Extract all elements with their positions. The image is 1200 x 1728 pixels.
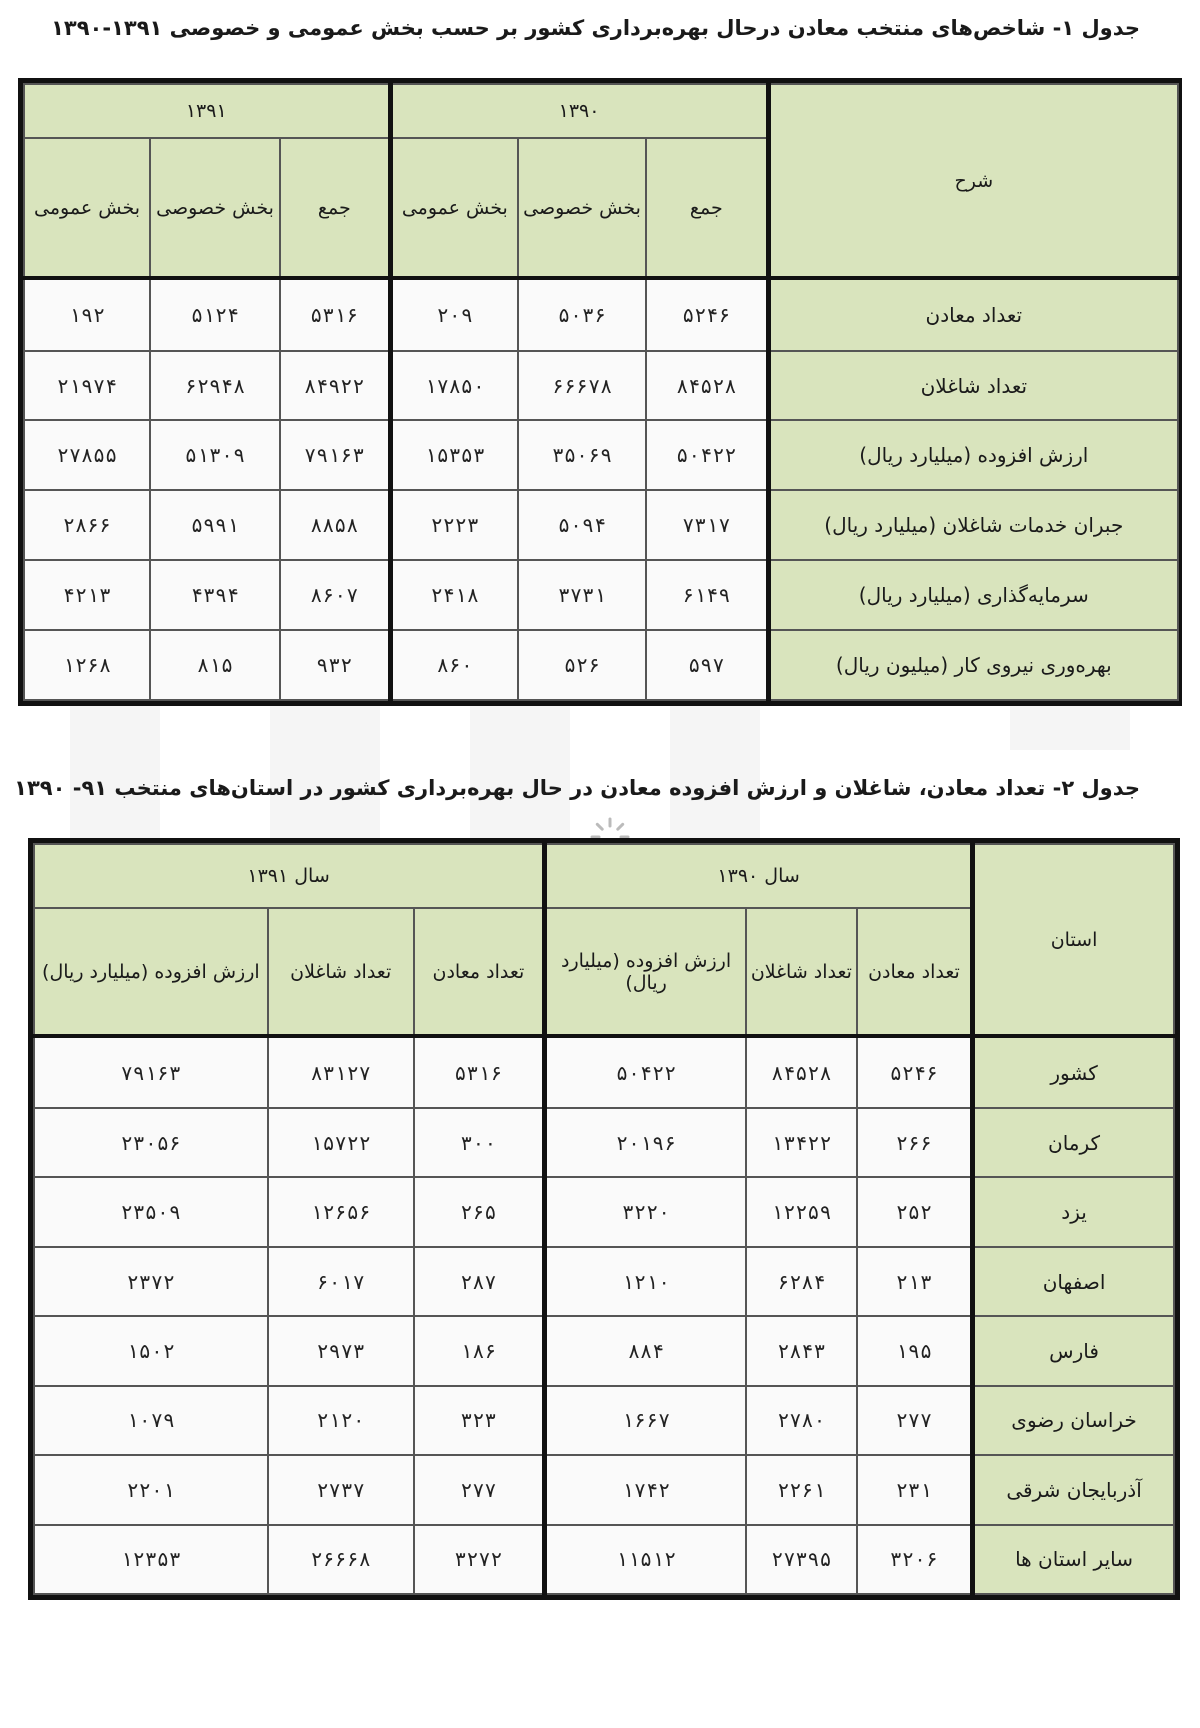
cell-value-1391: ۱۰۷۹	[34, 1386, 268, 1455]
cell-total-1391: ۵۳۱۶	[280, 278, 390, 351]
cell-workers-1390: ۲۸۴۳	[746, 1316, 857, 1385]
cell-private-1391: ۸۱۵	[150, 630, 280, 700]
province-label: خراسان رضوی	[973, 1386, 1174, 1455]
row-label: جبران خدمات شاغلان (میلیارد ریال)	[768, 490, 1178, 560]
cell-workers-1391: ۲۶۶۶۸	[268, 1525, 414, 1594]
cell-private-1390: ۶۶۶۷۸	[518, 351, 646, 421]
cell-value-1390: ۱۶۶۷	[545, 1386, 746, 1455]
table-row	[34, 1036, 1174, 1108]
row-label: تعداد معادن	[768, 278, 1178, 351]
cell-mines-1391: ۲۸۷	[414, 1247, 545, 1316]
cell-mines-1391: ۲۷۷	[414, 1455, 545, 1524]
cell-workers-1391: ۶۰۱۷	[268, 1247, 414, 1316]
cell-workers-1390: ۱۳۴۲۲	[746, 1108, 857, 1177]
table2	[28, 838, 1180, 1600]
cell-private-1391: ۶۲۹۴۸	[150, 351, 280, 421]
cell-public-1391: ۲۱۹۷۴	[24, 351, 150, 421]
cell-total-1390: ۵۲۴۶	[646, 278, 768, 351]
cell-mines-1391: ۱۸۶	[414, 1316, 545, 1385]
cell-mines-1391: ۵۳۱۶	[414, 1036, 545, 1108]
table2-sub-workers: تعداد شاغلان	[746, 908, 857, 1036]
cell-public-1390: ۲۴۱۸	[390, 560, 518, 630]
cell-workers-1391: ۸۳۱۲۷	[268, 1036, 414, 1108]
cell-value-1390: ۵۰۴۲۲	[545, 1036, 746, 1108]
cell-private-1391: ۵۹۹۱	[150, 490, 280, 560]
province-label: آذربایجان شرقی	[973, 1455, 1174, 1524]
cell-total-1390: ۷۳۱۷	[646, 490, 768, 560]
table-row	[34, 1108, 1174, 1177]
cell-total-1391: ۸۴۹۲۲	[280, 351, 390, 421]
table-row	[34, 1247, 1174, 1316]
table2-sub-value: ارزش افزوده (میلیارد ریال)	[34, 908, 268, 1036]
cell-mines-1390: ۲۵۲	[857, 1177, 973, 1246]
table-row	[34, 1316, 1174, 1385]
table2-title: جدول ۲- تعداد معادن، شاغلان و ارزش افزوده معادن در حال بهره‌برداری کشور در استان‌های منتخب ۹۱- ۱۳۹۰	[14, 776, 1140, 800]
cell-workers-1391: ۱۵۷۲۲	[268, 1108, 414, 1177]
cell-value-1390: ۱۲۱۰	[545, 1247, 746, 1316]
cell-public-1390: ۱۵۳۵۳	[390, 420, 518, 490]
cell-mines-1390: ۳۲۰۶	[857, 1525, 973, 1594]
cell-mines-1390: ۲۱۳	[857, 1247, 973, 1316]
cell-workers-1390: ۲۲۶۱	[746, 1455, 857, 1524]
cell-private-1390: ۵۰۹۴	[518, 490, 646, 560]
cell-value-1391: ۲۳۷۲	[34, 1247, 268, 1316]
province-label: اصفهان	[973, 1247, 1174, 1316]
cell-value-1391: ۲۲۰۱	[34, 1455, 268, 1524]
cell-workers-1391: ۲۷۳۷	[268, 1455, 414, 1524]
cell-total-1390: ۶۱۴۹	[646, 560, 768, 630]
table1-sub-total: جمع	[280, 138, 390, 278]
cell-total-1390: ۸۴۵۲۸	[646, 351, 768, 421]
table-row	[24, 630, 1178, 700]
province-label: کشور	[973, 1036, 1174, 1108]
row-label: تعداد شاغلان	[768, 351, 1178, 421]
table1-year-1391: ۱۳۹۱	[24, 84, 390, 138]
cell-mines-1390: ۲۳۱	[857, 1455, 973, 1524]
table1-sub-private: بخش خصوصی	[150, 138, 280, 278]
table2-sub-mines: تعداد معادن	[414, 908, 545, 1036]
cell-workers-1390: ۲۷۳۹۵	[746, 1525, 857, 1594]
cell-value-1391: ۱۵۰۲	[34, 1316, 268, 1385]
province-label: سایر استان ها	[973, 1525, 1174, 1594]
cell-workers-1390: ۱۲۲۵۹	[746, 1177, 857, 1246]
row-label: ارزش افزوده (میلیارد ریال)	[768, 420, 1178, 490]
cell-mines-1390: ۲۷۷	[857, 1386, 973, 1455]
cell-mines-1390: ۵۲۴۶	[857, 1036, 973, 1108]
table-row	[24, 490, 1178, 560]
cell-mines-1390: ۲۶۶	[857, 1108, 973, 1177]
cell-value-1390: ۳۲۲۰	[545, 1177, 746, 1246]
table-row	[24, 560, 1178, 630]
cell-mines-1391: ۳۲۷۲	[414, 1525, 545, 1594]
cell-value-1391: ۲۳۰۵۶	[34, 1108, 268, 1177]
cell-workers-1390: ۲۷۸۰	[746, 1386, 857, 1455]
province-label: یزد	[973, 1177, 1174, 1246]
cell-mines-1391: ۳۰۰	[414, 1108, 545, 1177]
cell-public-1391: ۱۲۶۸	[24, 630, 150, 700]
table-row	[24, 278, 1178, 351]
row-label: بهره‌وری نیروی کار (میلیون ریال)	[768, 630, 1178, 700]
cell-mines-1391: ۲۶۵	[414, 1177, 545, 1246]
cell-value-1391: ۲۳۵۰۹	[34, 1177, 268, 1246]
cell-private-1391: ۵۱۲۴	[150, 278, 280, 351]
cell-value-1391: ۱۲۳۵۳	[34, 1525, 268, 1594]
table1-sub-public: بخش عمومی	[24, 138, 150, 278]
table-row	[34, 1386, 1174, 1455]
cell-private-1391: ۵۱۳۰۹	[150, 420, 280, 490]
row-label: سرمایه‌گذاری (میلیارد ریال)	[768, 560, 1178, 630]
table1-title: جدول ۱- شاخص‌های منتخب معادن درحال بهره‌برداری کشور بر حسب بخش عمومی و خصوصی ۱۳۹۱-۱۳۹۰	[51, 16, 1140, 40]
cell-public-1390: ۸۶۰	[390, 630, 518, 700]
cell-public-1390: ۲۰۹	[390, 278, 518, 351]
cell-public-1390: ۲۲۲۳	[390, 490, 518, 560]
cell-public-1391: ۱۹۲	[24, 278, 150, 351]
table1-year-1390: ۱۳۹۰	[390, 84, 768, 138]
table-row	[34, 1525, 1174, 1594]
table2-year-1390: سال ۱۳۹۰	[545, 844, 973, 908]
table1-sub-private: بخش خصوصی	[518, 138, 646, 278]
cell-total-1390: ۵۹۷	[646, 630, 768, 700]
table1-sub-total: جمع	[646, 138, 768, 278]
cell-total-1391: ۷۹۱۶۳	[280, 420, 390, 490]
cell-workers-1391: ۲۱۲۰	[268, 1386, 414, 1455]
cell-workers-1391: ۱۲۶۵۶	[268, 1177, 414, 1246]
cell-value-1390: ۲۰۱۹۶	[545, 1108, 746, 1177]
cell-value-1391: ۷۹۱۶۳	[34, 1036, 268, 1108]
table1-desc-header: شرح	[768, 84, 1178, 278]
cell-private-1391: ۴۳۹۴	[150, 560, 280, 630]
cell-value-1390: ۱۱۵۱۲	[545, 1525, 746, 1594]
table-row	[34, 1177, 1174, 1246]
table-row	[24, 351, 1178, 421]
cell-private-1390: ۳۵۰۶۹	[518, 420, 646, 490]
cell-total-1390: ۵۰۴۲۲	[646, 420, 768, 490]
cell-private-1390: ۳۷۳۱	[518, 560, 646, 630]
cell-workers-1390: ۶۲۸۴	[746, 1247, 857, 1316]
cell-value-1390: ۸۸۴	[545, 1316, 746, 1385]
table2-sub-value: ارزش افزوده (میلیارد ریال)	[545, 908, 746, 1036]
cell-mines-1391: ۳۲۳	[414, 1386, 545, 1455]
cell-mines-1390: ۱۹۵	[857, 1316, 973, 1385]
table1-sub-public: بخش عمومی	[390, 138, 518, 278]
cell-total-1391: ۸۸۵۸	[280, 490, 390, 560]
cell-workers-1391: ۲۹۷۳	[268, 1316, 414, 1385]
province-label: کرمان	[973, 1108, 1174, 1177]
table1	[18, 78, 1182, 706]
table-row	[34, 1455, 1174, 1524]
table2-year-1391: سال ۱۳۹۱	[34, 844, 545, 908]
cell-workers-1390: ۸۴۵۲۸	[746, 1036, 857, 1108]
cell-total-1391: ۹۳۲	[280, 630, 390, 700]
cell-value-1390: ۱۷۴۲	[545, 1455, 746, 1524]
cell-public-1391: ۴۲۱۳	[24, 560, 150, 630]
cell-public-1391: ۲۷۸۵۵	[24, 420, 150, 490]
province-label: فارس	[973, 1316, 1174, 1385]
table2-province-header: استان	[973, 844, 1174, 1036]
cell-private-1390: ۵۲۶	[518, 630, 646, 700]
table2-sub-workers: تعداد شاغلان	[268, 908, 414, 1036]
cell-private-1390: ۵۰۳۶	[518, 278, 646, 351]
cell-total-1391: ۸۶۰۷	[280, 560, 390, 630]
cell-public-1390: ۱۷۸۵۰	[390, 351, 518, 421]
table2-sub-mines: تعداد معادن	[857, 908, 973, 1036]
cell-public-1391: ۲۸۶۶	[24, 490, 150, 560]
table-row	[24, 420, 1178, 490]
